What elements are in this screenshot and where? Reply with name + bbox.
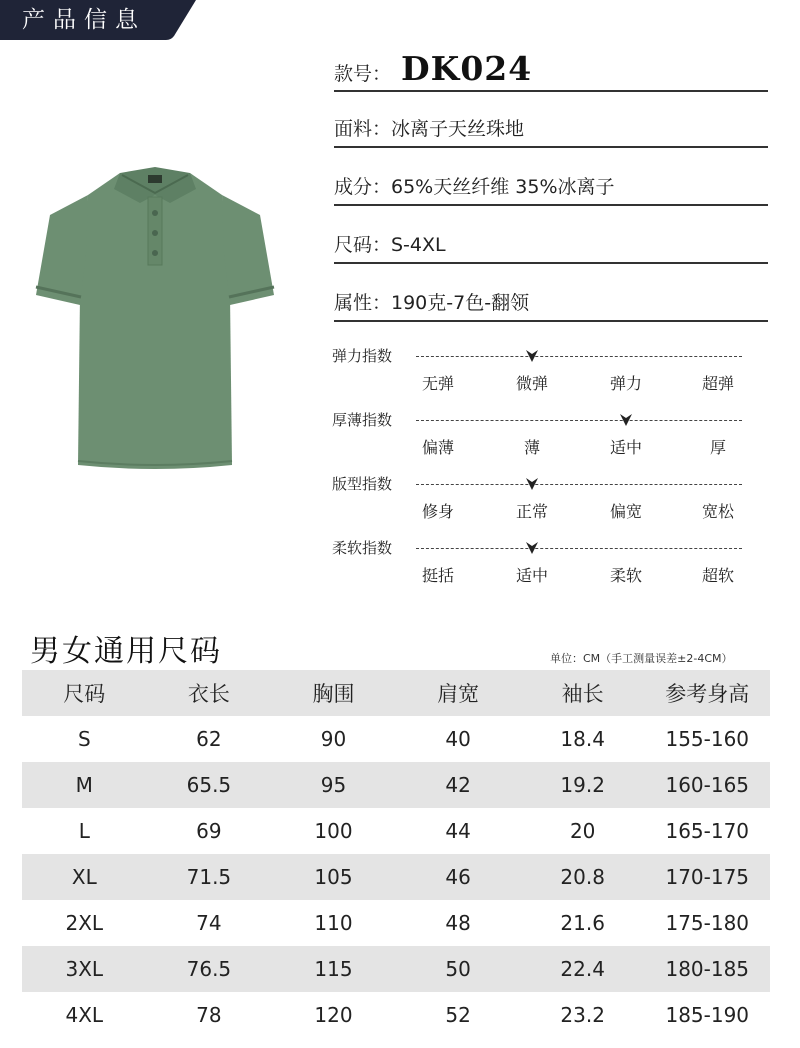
attributes-text: 属性：190克-7色-翻领 (334, 292, 530, 314)
table-header-row (22, 670, 770, 716)
index-option: 柔软 (609, 566, 643, 585)
table-cell: 19.2 (560, 773, 605, 797)
table-cell: 62 (196, 727, 222, 751)
index-option: 超软 (701, 566, 735, 585)
size-chart-title: 男女通用尺码 (30, 634, 222, 669)
table-cell: 20.8 (560, 865, 605, 889)
table-cell: 78 (196, 1003, 222, 1027)
index-label: 弹力指数 (332, 347, 393, 365)
table-row (22, 854, 770, 900)
table-cell: S (77, 727, 91, 751)
index-option: 偏宽 (609, 502, 643, 521)
index-option: 修身 (421, 502, 455, 521)
section-header-tab (0, 0, 196, 40)
table-cell: 95 (320, 773, 347, 797)
table-cell: 50 (445, 957, 471, 981)
table-header-cell: 参考身高 (665, 682, 750, 706)
table-cell: 52 (445, 1003, 471, 1027)
index-marker-icon (525, 541, 539, 555)
table-cell: 170-175 (665, 865, 750, 889)
table-row (22, 946, 770, 992)
index-row (332, 538, 772, 594)
table-cell: 105 (314, 865, 353, 889)
index-option: 正常 (515, 502, 549, 521)
table-cell: 115 (314, 957, 353, 981)
table-cell: XL (71, 865, 97, 889)
table-row (22, 900, 770, 946)
table-cell: 22.4 (560, 957, 605, 981)
table-header-cell: 胸围 (312, 682, 355, 706)
table-cell: M (75, 773, 93, 797)
index-label: 版型指数 (332, 475, 393, 493)
spec-code (334, 44, 768, 92)
product-code: DK024 (401, 49, 533, 88)
table-header-cell: 袖长 (561, 682, 604, 706)
index-option: 适中 (609, 438, 643, 457)
table-cell: 120 (314, 1003, 353, 1027)
table-cell: 100 (314, 819, 353, 843)
table-cell: 18.4 (560, 727, 605, 751)
index-option: 适中 (515, 566, 549, 585)
table-cell: 175-180 (665, 911, 750, 935)
polo-shirt-image (30, 155, 280, 475)
table-cell: 21.6 (560, 911, 605, 935)
spec-attributes (334, 264, 768, 322)
composition-text: 成分：65%天丝纤维 35%冰离子 (334, 176, 615, 198)
table-cell: 110 (314, 911, 353, 935)
index-label: 厚薄指数 (332, 411, 393, 429)
index-scale-line (416, 356, 742, 357)
table-row (22, 762, 770, 808)
spec-fabric (334, 92, 768, 148)
unit-note: 单位：CM（手工测量误差±2-4CM） (550, 652, 733, 665)
index-marker-icon (525, 477, 539, 491)
table-cell: 4XL (65, 1003, 104, 1027)
spec-size-range (334, 206, 768, 264)
table-row (22, 992, 770, 1038)
table-cell: 44 (445, 819, 471, 843)
index-option: 微弹 (515, 374, 549, 393)
table-cell: 46 (445, 865, 471, 889)
code-label: 款号： (334, 63, 392, 85)
index-option: 弹力 (609, 374, 643, 393)
table-cell: 23.2 (560, 1003, 605, 1027)
table-header-cell: 衣长 (187, 682, 230, 706)
table-cell: 42 (445, 773, 471, 797)
table-header-cell: 尺码 (63, 682, 106, 706)
size-table (22, 670, 770, 1038)
table-cell: 69 (196, 819, 222, 843)
index-row (332, 410, 772, 466)
table-cell: 74 (196, 911, 222, 935)
table-cell: 71.5 (186, 865, 232, 889)
index-option: 厚 (709, 438, 727, 457)
table-cell: 3XL (65, 957, 104, 981)
table-cell: 76.5 (186, 957, 232, 981)
index-row (332, 346, 772, 402)
index-option: 薄 (523, 438, 541, 457)
table-cell: 155-160 (665, 727, 750, 751)
index-scale-line (416, 420, 742, 421)
table-cell: 90 (320, 727, 347, 751)
size-range-text: 尺码：S-4XL (334, 234, 446, 256)
index-scale-line (416, 484, 742, 485)
table-cell: 185-190 (665, 1003, 750, 1027)
table-cell: 165-170 (665, 819, 750, 843)
table-cell: 20 (569, 819, 596, 843)
index-option: 宽松 (701, 502, 735, 521)
table-cell: 48 (445, 911, 471, 935)
section-header-title: 产品信息 (22, 7, 146, 33)
table-cell: 40 (445, 727, 471, 751)
table-cell: 180-185 (665, 957, 750, 981)
table-header-cell: 肩宽 (437, 682, 480, 706)
index-label: 柔软指数 (332, 539, 393, 557)
table-row (22, 808, 770, 854)
table-cell: 65.5 (186, 773, 232, 797)
index-marker-icon (525, 349, 539, 363)
index-scale-line (416, 548, 742, 549)
index-option: 挺括 (421, 566, 455, 585)
table-cell: L (78, 819, 90, 843)
fabric-text: 面料：冰离子天丝珠地 (334, 118, 525, 140)
table-cell: 2XL (65, 911, 104, 935)
index-row (332, 474, 772, 530)
index-option: 无弹 (421, 374, 455, 393)
table-row (22, 716, 770, 762)
index-marker-icon (619, 413, 633, 427)
index-option: 偏薄 (421, 438, 455, 457)
table-cell: 160-165 (665, 773, 750, 797)
index-option: 超弹 (701, 374, 735, 393)
spec-composition (334, 148, 768, 206)
